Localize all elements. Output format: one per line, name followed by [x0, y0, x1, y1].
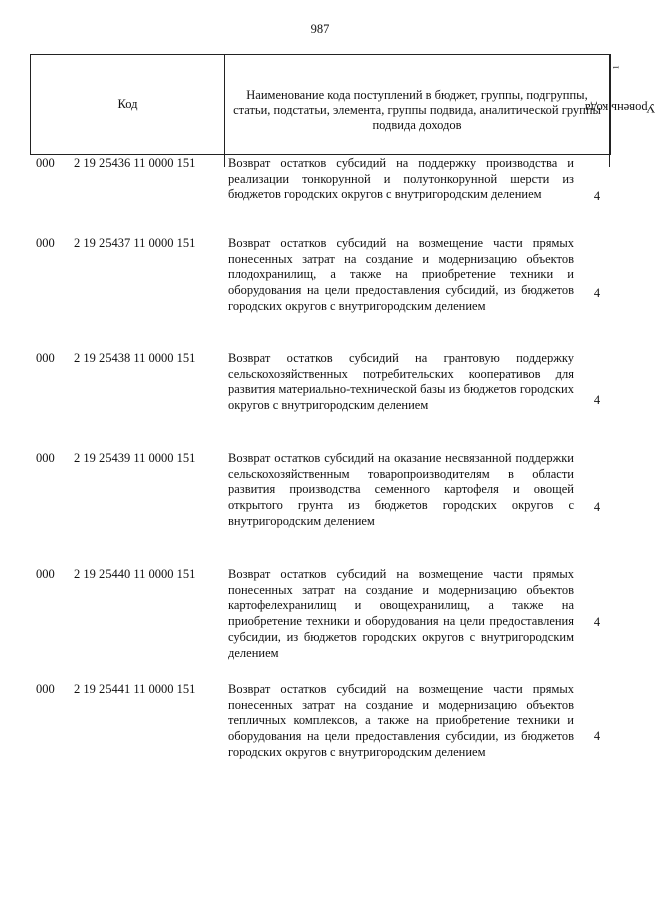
header-level-label: Уровень кода $^1$ — [585, 65, 656, 116]
row-code: 000 2 19 25441 11 0000 151 — [36, 682, 196, 696]
row-code: 000 2 19 25436 11 0000 151 — [36, 156, 196, 170]
column-divider — [224, 155, 225, 167]
row-code: 000 2 19 25437 11 0000 151 — [36, 236, 196, 250]
row-code: 000 2 19 25440 11 0000 151 — [36, 567, 196, 581]
row-description: Возврат остатков субсидий на возмещение части прямых понесенных затрат на создание и модернизацию объектов плодохранилищ, а также на приобретение техники и оборудования на цели предоставления субсидий, из бюджетов городских округов с внутригородским делением — [228, 236, 574, 313]
row-level: 4 — [593, 615, 601, 629]
footnote-marker: 1 — [611, 65, 621, 70]
column-divider — [609, 155, 610, 167]
row-description: Возврат остатков субсидий на грантовую поддержку сельскохозяйственных потребительских кооперативов для развития материально-технической базы из бюджетов городских округов с внутригородским делением — [228, 351, 574, 413]
row-level: 4 — [593, 500, 601, 514]
row-description: Возврат остатков субсидий на возмещение части прямых понесенных затрат на создание и модернизацию объектов тепличных комплексов, а также на приобретение техники и оборудования на цели предоставления субсидии, из бюджетов городских округов с внутригородским делением — [228, 682, 574, 759]
header-name-label: Наименование кода поступлений в бюджет, группы, подгруппы, статьи, подстатьи, элемента, группы подвида, аналитической группы подвида доходов — [233, 88, 601, 132]
table-header — [30, 54, 656, 155]
header-code-cell — [31, 55, 225, 154]
row-code: 000 2 19 25438 11 0000 151 — [36, 351, 196, 365]
row-level: 4 — [593, 729, 601, 743]
page-number: 987 — [310, 22, 330, 36]
header-code-label: Код — [117, 97, 138, 111]
row-description: Возврат остатков субсидий на возмещение части прямых понесенных затрат на создание и модернизацию объектов картофелехранилищ и овощехранилищ, а также на приобретение техники и оборудования на цели предоставления субсидии, из бюджетов городских округов с внутригородским делением — [228, 567, 574, 660]
row-code: 000 2 19 25439 11 0000 151 — [36, 451, 196, 465]
header-name-cell — [225, 55, 610, 154]
row-description: Возврат остатков субсидий на оказание несвязанной поддержки сельскохозяйственным товаропроизводителям в области развития производства семенного картофеля и овощей открытого грунта из бюджетов городских округов с внутригородским делением — [228, 451, 574, 528]
row-description: Возврат остатков субсидий на поддержку производства и реализации тонкорунной и полутонкорунной шерсти из бюджетов городских округов с внутригородским делением — [228, 156, 574, 202]
row-level: 4 — [593, 286, 601, 300]
row-level: 4 — [593, 393, 601, 407]
row-level: 4 — [593, 189, 601, 203]
